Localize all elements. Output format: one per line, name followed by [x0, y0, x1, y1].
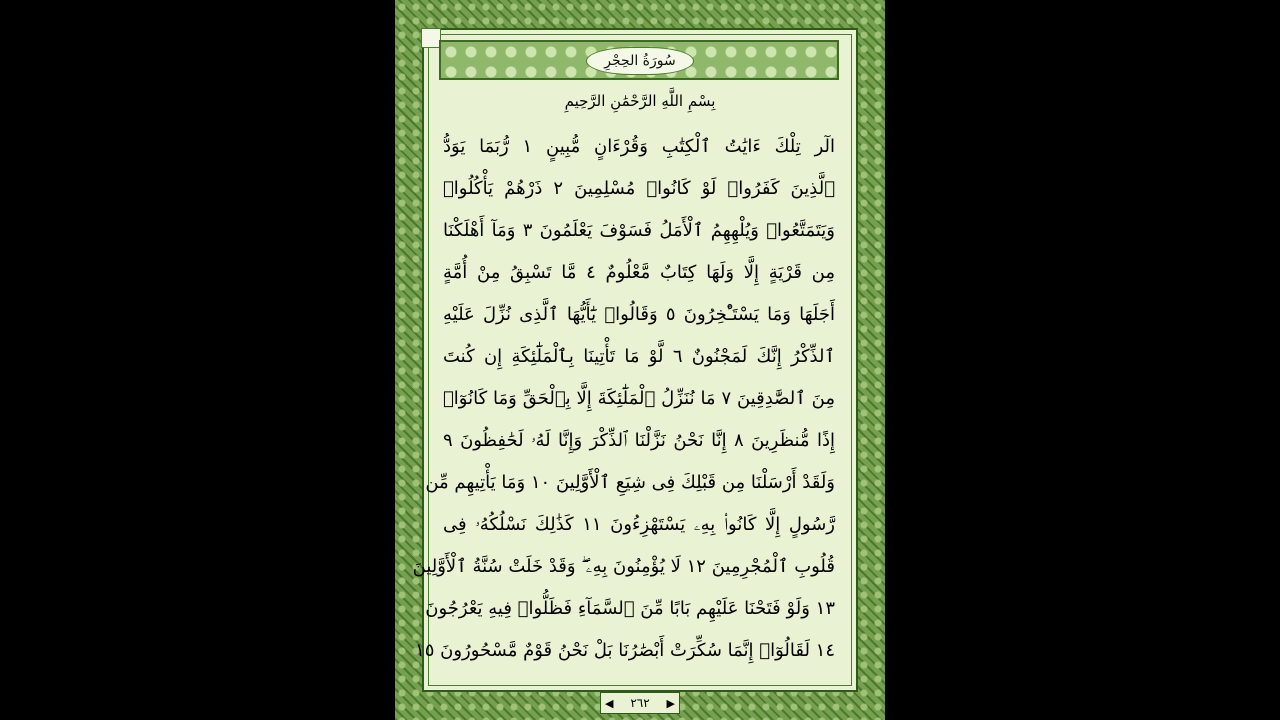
verse-line: ١٤ لَقَالُوٓا۟ إِنَّمَا سُكِّرَتْ أَبْصَٰرُنَا بَلْ نَحْنُ قَوْمٌ مَّسْحُورُونَ ١٥: [415, 640, 835, 661]
basmala: بِسْمِ اللَّهِ الرَّحْمَٰنِ الرَّحِيمِ: [564, 92, 716, 110]
page-number: ٢٦٢: [630, 696, 650, 710]
sura-title: سُورَةُ الحِجْرِ: [586, 47, 694, 75]
sura-header-banner: [439, 40, 839, 80]
verse-line: أَجَلَهَا وَمَا يَسْتَـْٔخِرُونَ ٥ وَقَالُوا۟ يَٰٓأَيُّهَا ٱلَّذِى نُزِّلَ عَلَيْهِ: [443, 304, 835, 325]
verse-line: وَيَتَمَتَّعُوا۟ وَيُلْهِهِمُ ٱلْأَمَلُ فَسَوْفَ يَعْلَمُونَ ٣ وَمَآ أَهْلَكْنَا: [443, 220, 835, 241]
page-navigation: [600, 692, 680, 714]
verse-lines: [412, 126, 836, 672]
verse-line: ٱلذِّكْرُ إِنَّكَ لَمَجْنُونٌ ٦ لَّوْ مَا تَأْتِينَا بِٱلْمَلَٰٓئِكَةِ إِن كُنتَ: [443, 346, 835, 367]
triangle-left-icon[interactable]: ◀: [605, 696, 614, 710]
triangle-right-icon[interactable]: ▶: [666, 696, 675, 710]
mushaf-page: [395, 0, 885, 720]
verse-line: ٱلَّذِينَ كَفَرُوا۟ لَوْ كَانُوا۟ مُسْلِمِينَ ٢ ذَرْهُمْ يَأْكُلُوا۟: [443, 178, 835, 199]
verse-line: مِن قَرْيَةٍ إِلَّا وَلَهَا كِتَابٌ مَّعْلُومٌ ٤ مَّا تَسْبِقُ مِنْ أُمَّةٍ: [443, 262, 835, 283]
verse-line: ١٣ وَلَوْ فَتَحْنَا عَلَيْهِم بَابًا مِّنَ ٱلسَّمَآءِ فَظَلُّوا۟ فِيهِ يَعْرُجُونَ: [425, 598, 835, 619]
verse-line: قُلُوبِ ٱلْمُجْرِمِينَ ١٢ لَا يُؤْمِنُونَ بِهِۦ ۖ وَقَدْ خَلَتْ سُنَّةُ ٱلْأَوَّلِينَ: [412, 556, 835, 577]
verse-line: رَّسُولٍ إِلَّا كَانُوا۟ بِهِۦ يَسْتَهْزِءُونَ ١١ كَذَٰلِكَ نَسْلُكُهُۥ فِى: [443, 514, 836, 535]
verse-line: مِنَ ٱلصَّٰدِقِينَ ٧ مَا نُنَزِّلُ ٱلْمَلَٰٓئِكَةَ إِلَّا بِٱلْحَقِّ وَمَا كَانُوٓا۟: [443, 388, 835, 409]
verse-line: وَلَقَدْ أَرْسَلْنَا مِن قَبْلِكَ فِى شِيَعِ ٱلْأَوَّلِينَ ١٠ وَمَا يَأْتِيهِم مِّن: [425, 472, 835, 493]
verse-line: إِذًا مُّنظَرِينَ ٨ إِنَّا نَحْنُ نَزَّلْنَا ٱلذِّكْرَ وَإِنَّا لَهُۥ لَحَٰفِظُونَ ٩: [443, 430, 835, 451]
verse-line: الٓر تِلْكَ ءَايَٰتُ ٱلْكِتَٰبِ وَقُرْءَانٍ مُّبِينٍ ١ رُّبَمَا يَوَدُّ: [443, 136, 835, 157]
corner-ornament: [421, 28, 441, 48]
